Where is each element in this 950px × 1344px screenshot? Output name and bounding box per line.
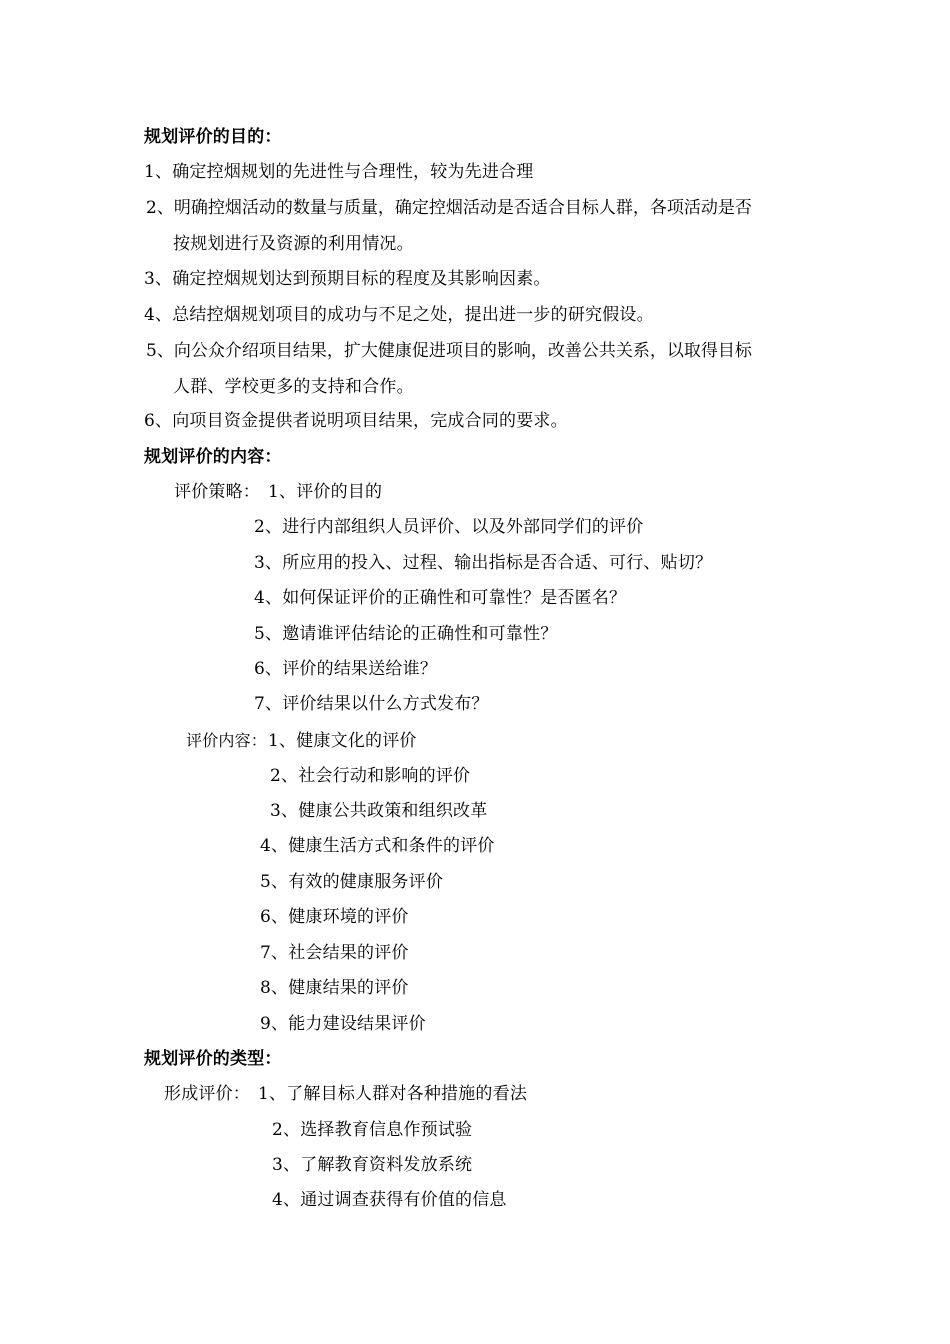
scope-item-2: 2、社会行动和影响的评价 bbox=[270, 766, 471, 786]
formative-item-4: 4、通过调查获得有价值的信息 bbox=[272, 1190, 507, 1210]
purpose-item-2-cont: 按规划进行及资源的利用情况。 bbox=[173, 234, 414, 254]
purpose-item-6: 6、向项目资金提供者说明项目结果，完成合同的要求。 bbox=[144, 411, 568, 431]
purpose-item-1: 1、确定控烟规划的先进性与合理性，较为先进合理 bbox=[144, 162, 534, 182]
formative-item-3: 3、了解教育资料发放系统 bbox=[272, 1155, 473, 1175]
strategy-label: 评价策略： bbox=[174, 482, 260, 502]
purpose-item-5-cont: 人群、学校更多的支持和合作。 bbox=[173, 377, 414, 397]
purpose-item-5: 5、向公众介绍项目结果，扩大健康促进项目的影响，改善公共关系，以取得目标 bbox=[146, 341, 752, 361]
strategy-item-3: 3、所应用的投入、过程、输出指标是否合适、可行、贴切？ bbox=[254, 553, 713, 573]
scope-item-9: 9、能力建设结果评价 bbox=[260, 1014, 426, 1034]
section-heading-types: 规划评价的类型： bbox=[144, 1049, 282, 1069]
scope-item-4: 4、健康生活方式和条件的评价 bbox=[260, 836, 495, 856]
section-heading-content: 规划评价的内容： bbox=[144, 447, 282, 467]
strategy-item-7: 7、评价结果以什么方式发布？ bbox=[254, 694, 489, 714]
formative-label: 形成评价： bbox=[164, 1084, 250, 1104]
scope-label: 评价内容： bbox=[186, 731, 268, 750]
purpose-item-3: 3、确定控烟规划达到预期目标的程度及其影响因素。 bbox=[144, 269, 551, 289]
scope-item-7: 7、社会结果的评价 bbox=[260, 943, 409, 963]
strategy-item-2: 2、进行内部组织人员评价、以及外部同学们的评价 bbox=[254, 517, 644, 537]
formative-item-2: 2、选择教育信息作预试验 bbox=[272, 1120, 473, 1140]
scope-item-5: 5、有效的健康服务评价 bbox=[260, 872, 444, 892]
scope-item-3: 3、健康公共政策和组织改革 bbox=[270, 801, 488, 821]
strategy-item-6: 6、评价的结果送给谁？ bbox=[254, 659, 438, 679]
section-heading-purpose: 规划评价的目的： bbox=[144, 127, 282, 147]
scope-item-8: 8、健康结果的评价 bbox=[260, 978, 409, 998]
purpose-item-4: 4、总结控烟规划项目的成功与不足之处，提出进一步的研究假设。 bbox=[144, 305, 654, 325]
scope-item-1: 1、健康文化的评价 bbox=[268, 731, 417, 751]
formative-item-1: 1、了解目标人群对各种措施的看法 bbox=[258, 1084, 528, 1104]
strategy-item-1: 1、评价的目的 bbox=[268, 482, 383, 502]
purpose-item-2: 2、明确控烟活动的数量与质量，确定控烟活动是否适合目标人群，各项活动是否 bbox=[146, 198, 752, 218]
strategy-item-5: 5、邀请谁评估结论的正确性和可靠性？ bbox=[254, 624, 558, 644]
strategy-item-4: 4、如何保证评价的正确性和可靠性？是否匿名？ bbox=[254, 588, 627, 608]
scope-item-6: 6、健康环境的评价 bbox=[260, 907, 409, 927]
